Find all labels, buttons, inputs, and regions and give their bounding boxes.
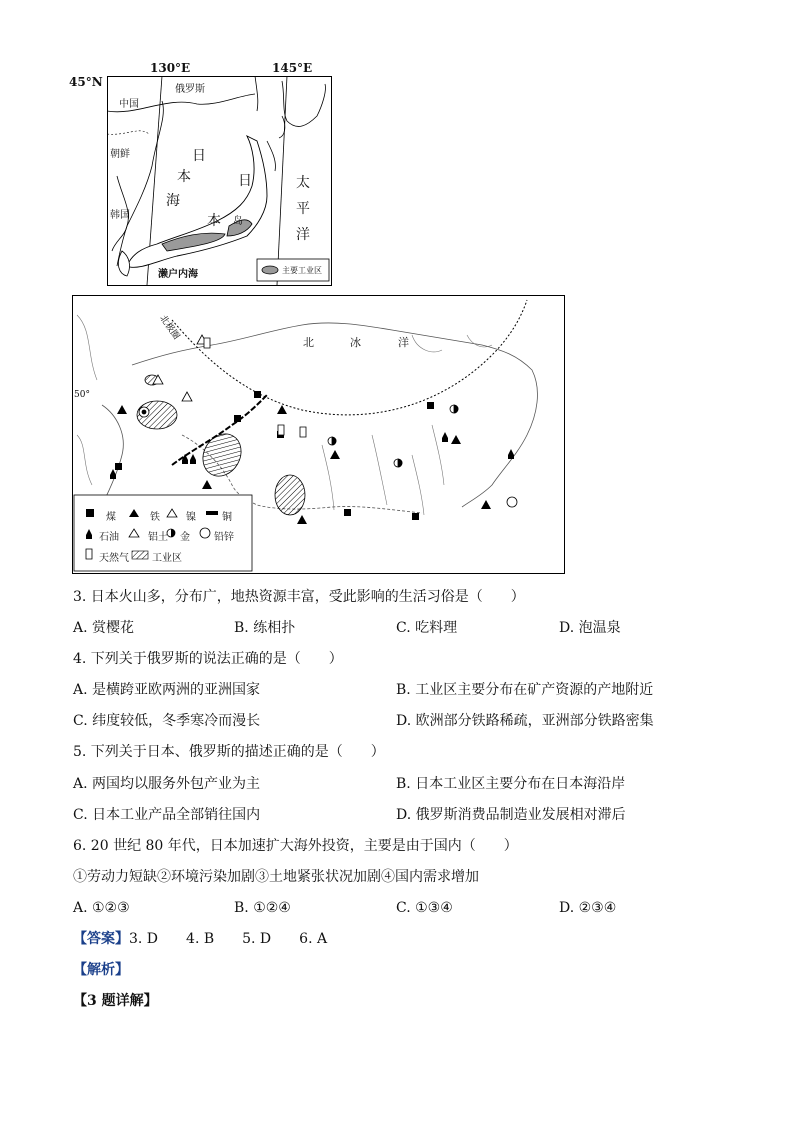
label-sea-of-japan-3: 海 [166, 193, 180, 209]
label-lat-50: 50° [74, 390, 90, 400]
question-4-stem: 4. 下列关于俄罗斯的说法正确的是（ ） [73, 651, 343, 667]
label-pacific-3: 洋 [296, 227, 310, 243]
russia-map [72, 295, 565, 574]
question-4-option-d[interactable]: D. 欧洲部分铁路稀疏，亚洲部分铁路密集 [396, 713, 654, 729]
question-3-stem: 3. 日本火山多，分布广，地热资源丰富，受此影响的生活习俗是（ ） [73, 589, 525, 605]
question-4-option-a[interactable]: A. 是横跨亚欧两洲的亚洲国家 [73, 682, 261, 698]
question-3-option-b[interactable]: B. 练相扑 [234, 620, 296, 636]
label-north-korea: 朝鲜 [110, 149, 130, 160]
answer-label: 【答案】 [73, 931, 129, 947]
label-inland-sea: 濑户内海 [158, 269, 198, 280]
legend-industry: 工业区 [152, 553, 182, 564]
question-6-option-d[interactable]: D. ②③④ [559, 900, 617, 916]
label-arctic-ocean-2: 冰 [350, 336, 361, 349]
question-6-option-a[interactable]: A. ①②③ [73, 900, 130, 916]
legend-oil: 石油 [99, 532, 119, 543]
japan-legend-label: 主要工业区 [282, 266, 322, 275]
label-japan-island-1: 日 [238, 173, 252, 189]
answer-line [73, 930, 327, 948]
label-sea-of-japan-2: 本 [177, 169, 191, 185]
label-pacific-1: 太 [296, 175, 310, 191]
label-arctic-ocean-3: 洋 [398, 336, 409, 349]
legend-bauxite: 铝土 [148, 532, 168, 543]
japan-map-lat-label: 45°N [69, 75, 103, 89]
label-arctic-circle: 北极圈 [157, 313, 182, 342]
label-japan-island-3: 岛 [233, 216, 243, 227]
label-japan-island-2: 本 [207, 213, 221, 229]
question-6-sub: ①劳动力短缺②环境污染加剧③土地紧张状况加剧④国内需求增加 [73, 869, 479, 885]
legend-gas: 天然气 [99, 553, 129, 564]
question-6-stem: 6. 20 世纪 80 年代，日本加速扩大海外投资，主要是由于国内（ ） [73, 838, 518, 854]
legend-copper: 铜 [222, 512, 232, 523]
question-5-option-b[interactable]: B. 日本工业区主要分布在日本海沿岸 [396, 776, 626, 792]
legend-coal: 煤 [106, 512, 116, 523]
question-4-option-b[interactable]: B. 工业区主要分布在矿产资源的产地附近 [396, 682, 654, 698]
japan-map-lon1-label: 130°E [150, 61, 191, 75]
question-5-option-d[interactable]: D. 俄罗斯消费品制造业发展相对滞后 [396, 807, 626, 823]
label-arctic-ocean-1: 北 [303, 336, 314, 349]
question-3-option-c[interactable]: C. 吃料理 [396, 620, 458, 636]
japan-map-lon2-label: 145°E [272, 61, 313, 75]
label-pacific-2: 平 [296, 201, 310, 217]
detail-label: 【3 题详解】 [73, 993, 158, 1009]
question-4-option-c[interactable]: C. 纬度较低，冬季寒冷而漫长 [73, 713, 261, 729]
legend-gold: 金 [180, 532, 190, 543]
analysis-label: 【解析】 [73, 962, 129, 978]
label-china: 中国 [119, 99, 139, 110]
question-3-option-d[interactable]: D. 泡温泉 [559, 620, 621, 636]
question-5-option-a[interactable]: A. 两国均以服务外包产业为主 [73, 776, 261, 792]
label-russia: 俄罗斯 [175, 84, 205, 95]
question-5-stem: 5. 下列关于日本、俄罗斯的描述正确的是（ ） [73, 744, 385, 760]
legend-lead-zinc: 铅锌 [214, 532, 234, 543]
label-south-korea: 韩国 [110, 210, 130, 221]
question-6-option-b[interactable]: B. ①②④ [234, 900, 291, 916]
question-3-option-a[interactable]: A. 赏樱花 [73, 620, 135, 636]
label-sea-of-japan-1: 日 [192, 148, 206, 164]
question-5-option-c[interactable]: C. 日本工业产品全部销往国内 [73, 807, 261, 823]
legend-iron: 铁 [150, 512, 160, 523]
question-6-option-c[interactable]: C. ①③④ [396, 900, 453, 916]
answer-text: 3. D 4. B 5. D 6. A [129, 931, 328, 947]
legend-nickel: 镍 [186, 512, 196, 523]
